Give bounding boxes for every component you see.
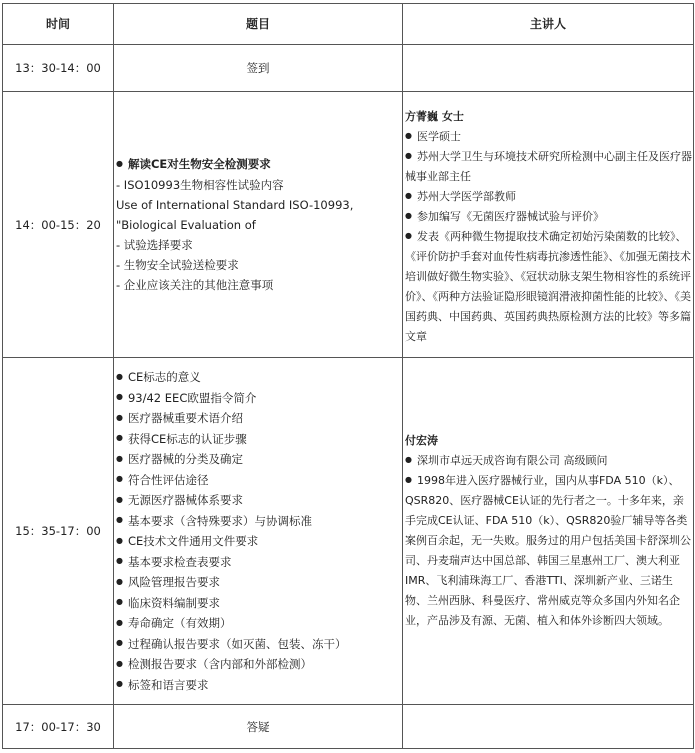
topic-line: - 试验选择要求 <box>116 237 193 252</box>
time-cell: 13：30-14：00 <box>3 45 114 92</box>
topic-item: ● 无源医疗器械体系要求 <box>116 490 401 511</box>
topic-item: ● 过程确认报告要求（如灭菌、包装、冻干） <box>116 634 401 655</box>
topic-item: ● 临床资料编制要求 <box>116 593 401 614</box>
topic-item: ● CE标志的意义 <box>116 367 401 388</box>
header-speaker: 主讲人 <box>403 4 694 45</box>
topic-list <box>114 367 402 695</box>
speaker-item: ● 1998年进入医疗器械行业，国内从事FDA 510（k）、QSR820、医疗器械CE认证的先行者之一。十多年来，亲手完成CE认证、FDA 510（k）、QSR820验厂辅导等各类案例百余起，无一失败。服务过的用户包括美国卡舒深圳公司、丹麦瑞声达中国总部、韩国三星惠州工厂、澳大利亚IMR、飞利浦珠海工厂、香港TTI、深圳新产业、三诺生物、兰州西脉、科曼医疗、常州威克等众多国内外知名企业，产品涉及有源、无菌、植入和体外诊断四大领域。 <box>405 471 692 631</box>
table-row <box>3 45 694 92</box>
speaker-cell <box>403 45 694 92</box>
speaker-cell <box>403 358 694 705</box>
topic-item: ● 标签和语言要求 <box>116 675 401 696</box>
topic-item: ● 医疗器械的分类及确定 <box>116 449 401 470</box>
header-topic: 题目 <box>114 4 403 45</box>
topic-item: ● 获得CE标志的认证步骤 <box>116 429 401 450</box>
topic-item: ● 符合性评估途径 <box>116 470 401 491</box>
speaker-cell <box>403 705 694 749</box>
topic-cell: 答疑 <box>114 705 403 749</box>
speaker-item: ● 发表《两种微生物提取技术确定初始污染菌数的比较》、《评价防护手套对血传性病毒抗渗透性能》、《加强无菌技术培训做好微生物实验》、《冠状动脉支架生物相容性的系统评价》、《两种方法验证隐形眼镜润滑液抑菌性能的比较》、《美国药典、中国药典、英国药典热原检测方法的比较》等多篇文章 <box>405 227 692 347</box>
table-row <box>3 358 694 705</box>
topic-item: ● 93/42 EEC欧盟指令简介 <box>116 388 401 409</box>
speaker-name: 方菁巍 女士 <box>405 110 464 123</box>
topic-item: ● 寿命确定（有效期） <box>116 613 401 634</box>
speaker-item: ● 苏州大学卫生与环境技术研究所检测中心副主任及医疗器械事业部主任 <box>405 147 692 187</box>
speaker-item: ● 深圳市卓远天成咨询有限公司 高级顾问 <box>405 451 692 471</box>
table-row <box>3 705 694 749</box>
time-cell: 14：00-15：20 <box>3 92 114 358</box>
topic-item: ● 检测报告要求（含内部和外部检测） <box>116 654 401 675</box>
time-cell: 17：00-17：30 <box>3 705 114 749</box>
speaker-item: ● 苏州大学医学部教师 <box>405 187 692 207</box>
header-time: 时间 <box>3 4 114 45</box>
topic-item: ● 医疗器械重要术语介绍 <box>116 408 401 429</box>
topic-title: ● 解读CE对生物安全检测要求 <box>116 154 401 175</box>
topic-line: "Biological Evaluation of <box>116 217 256 232</box>
speaker-item: ● 医学硕士 <box>405 127 692 147</box>
topic-cell <box>114 358 403 705</box>
topic-item: ● 风险管理报告要求 <box>116 572 401 593</box>
speaker-item: ● 参加编写《无菌医疗器械试验与评价》 <box>405 207 692 227</box>
table-row <box>3 92 694 358</box>
topic-cell: 签到 <box>114 45 403 92</box>
speaker-name: 付宏涛 <box>405 434 438 447</box>
topic-line: - 生物安全试验送检要求 <box>116 257 239 272</box>
topic-item: ● CE技术文件通用文件要求 <box>116 531 401 552</box>
header-row <box>3 4 694 45</box>
speaker-cell <box>403 92 694 358</box>
topic-item: ● 基本要求检查表要求 <box>116 552 401 573</box>
topic-line: - ISO10993生物相容性试验内容 <box>116 177 284 192</box>
topic-line: - 企业应该关注的其他注意事项 <box>116 277 274 292</box>
schedule-table <box>2 3 694 749</box>
topic-item: ● 基本要求（含特殊要求）与协调标准 <box>116 511 401 532</box>
topic-cell <box>114 92 403 358</box>
time-cell: 15：35-17：00 <box>3 358 114 705</box>
topic-line: Use of International Standard ISO-10993, <box>116 197 354 212</box>
